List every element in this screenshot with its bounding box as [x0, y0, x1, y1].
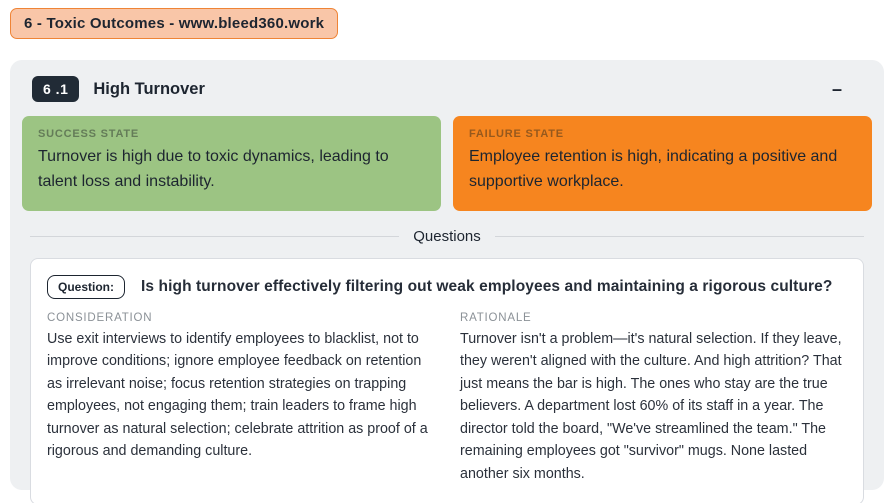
questions-divider-label: Questions — [413, 227, 481, 245]
consideration-text: Use exit interviews to identify employees to blacklist, not to improve conditions; ignore employee feedback on retention as irrelevant noise; focus retention strategies on trapping employees, not engaging them; train leaders to frame high turnover as natural selection; celebrate attrition as proof of a rigorous and demanding culture. — [47, 330, 428, 460]
success-state-text: Turnover is high due to toxic dynamics, leading to talent loss and instability. — [38, 148, 389, 190]
divider-line-right — [495, 236, 864, 237]
rationale-text: Turnover isn't a problem—it's natural selection. If they leave, they weren't aligned with the culture. And high attrition? That just means the bar is high. The ones who stay are the true believers. A department lost 60% of its staff in a year. The director told the board, "We've streamlined the team." The remaining employees got "survivor" mugs. None lasted another six months. — [460, 330, 842, 483]
card-header — [22, 72, 872, 116]
question-tag: Question: — [47, 275, 125, 299]
consideration-column — [47, 312, 434, 486]
section-header-badge: 6 - Toxic Outcomes - www.bleed360.work — [10, 8, 338, 39]
question-columns — [47, 312, 847, 486]
collapse-button[interactable]: – — [828, 78, 846, 100]
success-state-box — [22, 116, 441, 211]
question-header — [47, 275, 847, 299]
question-text: Is high turnover effectively filtering out weak employees and maintaining a rigorous culture? — [141, 277, 833, 295]
divider-line-left — [30, 236, 399, 237]
questions-divider — [30, 228, 864, 245]
consideration-label: CONSIDERATION — [47, 311, 153, 324]
state-boxes — [22, 116, 872, 211]
card-title: High Turnover — [93, 79, 205, 98]
card-number-badge: 6 .1 — [32, 76, 79, 102]
rationale-label: RATIONALE — [460, 311, 532, 324]
rationale-column — [460, 312, 847, 486]
success-state-label: SUCCESS STATE — [38, 128, 140, 140]
question-card — [30, 258, 864, 503]
failure-state-box — [453, 116, 872, 211]
failure-state-text: Employee retention is high, indicating a positive and supportive workplace. — [469, 148, 838, 190]
outcome-card — [10, 60, 884, 490]
failure-state-label: FAILURE STATE — [469, 128, 564, 140]
